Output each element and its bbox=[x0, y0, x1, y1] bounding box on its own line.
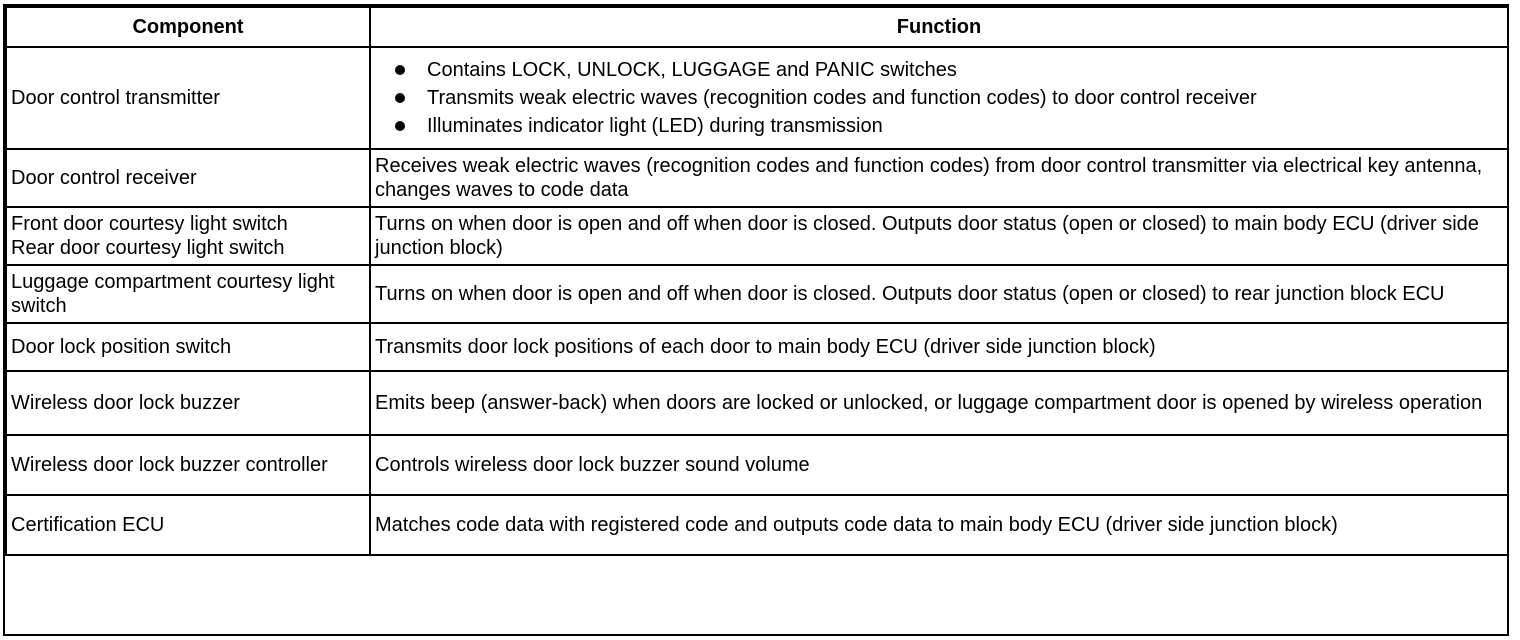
component-cell bbox=[6, 47, 370, 149]
bullet-icon bbox=[395, 121, 405, 131]
component-function-table bbox=[5, 6, 1509, 556]
list-item bbox=[395, 84, 1503, 112]
header-row bbox=[6, 7, 1508, 47]
function-cell bbox=[370, 47, 1508, 149]
function-cell: Emits beep (answer-back) when doors are locked or unlocked, or luggage compartment door is opened by wireless operation bbox=[370, 371, 1508, 435]
table-row bbox=[6, 47, 1508, 149]
function-cell: Receives weak electric waves (recognition codes and function codes) from door control transmitter via electrical key antenna, changes waves to code data bbox=[370, 149, 1508, 207]
table-row bbox=[6, 495, 1508, 555]
bullet-icon bbox=[395, 93, 405, 103]
function-cell: Turns on when door is open and off when door is closed. Outputs door status (open or closed) to main body ECU (driver side junction block) bbox=[370, 207, 1508, 265]
component-name: Door lock position switch bbox=[11, 336, 232, 358]
bullet-icon bbox=[395, 65, 405, 75]
component-cell bbox=[6, 495, 370, 555]
table-row bbox=[6, 371, 1508, 435]
function-text: Illuminates indicator light (LED) during transmission bbox=[427, 115, 883, 137]
header-component: Component bbox=[6, 7, 370, 47]
component-name: Luggage compartment courtesy light switch bbox=[11, 271, 335, 317]
component-cell bbox=[6, 435, 370, 495]
component-cell bbox=[6, 207, 370, 265]
table-row bbox=[6, 207, 1508, 265]
function-text: Transmits weak electric waves (recognition codes and function codes) to door control receiver bbox=[427, 87, 1257, 109]
component-cell bbox=[6, 323, 370, 371]
function-cell: Turns on when door is open and off when door is closed. Outputs door status (open or closed) to rear junction block ECU bbox=[370, 265, 1508, 323]
function-cell: Controls wireless door lock buzzer sound volume bbox=[370, 435, 1508, 495]
component-name: Front door courtesy light switch bbox=[11, 213, 288, 235]
table-row bbox=[6, 323, 1508, 371]
component-name: Door control transmitter bbox=[11, 87, 220, 109]
list-item bbox=[395, 112, 1503, 140]
table-row bbox=[6, 149, 1508, 207]
component-cell bbox=[6, 149, 370, 207]
component-cell bbox=[6, 371, 370, 435]
component-cell bbox=[6, 265, 370, 323]
component-name: Wireless door lock buzzer controller bbox=[11, 454, 328, 476]
component-name: Wireless door lock buzzer bbox=[11, 392, 240, 414]
table-row bbox=[6, 435, 1508, 495]
header-function: Function bbox=[370, 7, 1508, 47]
function-cell: Matches code data with registered code and outputs code data to main body ECU (driver side junction block) bbox=[370, 495, 1508, 555]
component-name: Rear door courtesy light switch bbox=[11, 237, 285, 259]
table-row bbox=[6, 265, 1508, 323]
function-cell: Transmits door lock positions of each door to main body ECU (driver side junction block) bbox=[370, 323, 1508, 371]
component-name: Certification ECU bbox=[11, 514, 165, 536]
function-bullet-list bbox=[375, 56, 1503, 140]
function-text: Contains LOCK, UNLOCK, LUGGAGE and PANIC switches bbox=[427, 59, 957, 81]
component-name: Door control receiver bbox=[11, 167, 197, 189]
list-item bbox=[395, 56, 1503, 84]
